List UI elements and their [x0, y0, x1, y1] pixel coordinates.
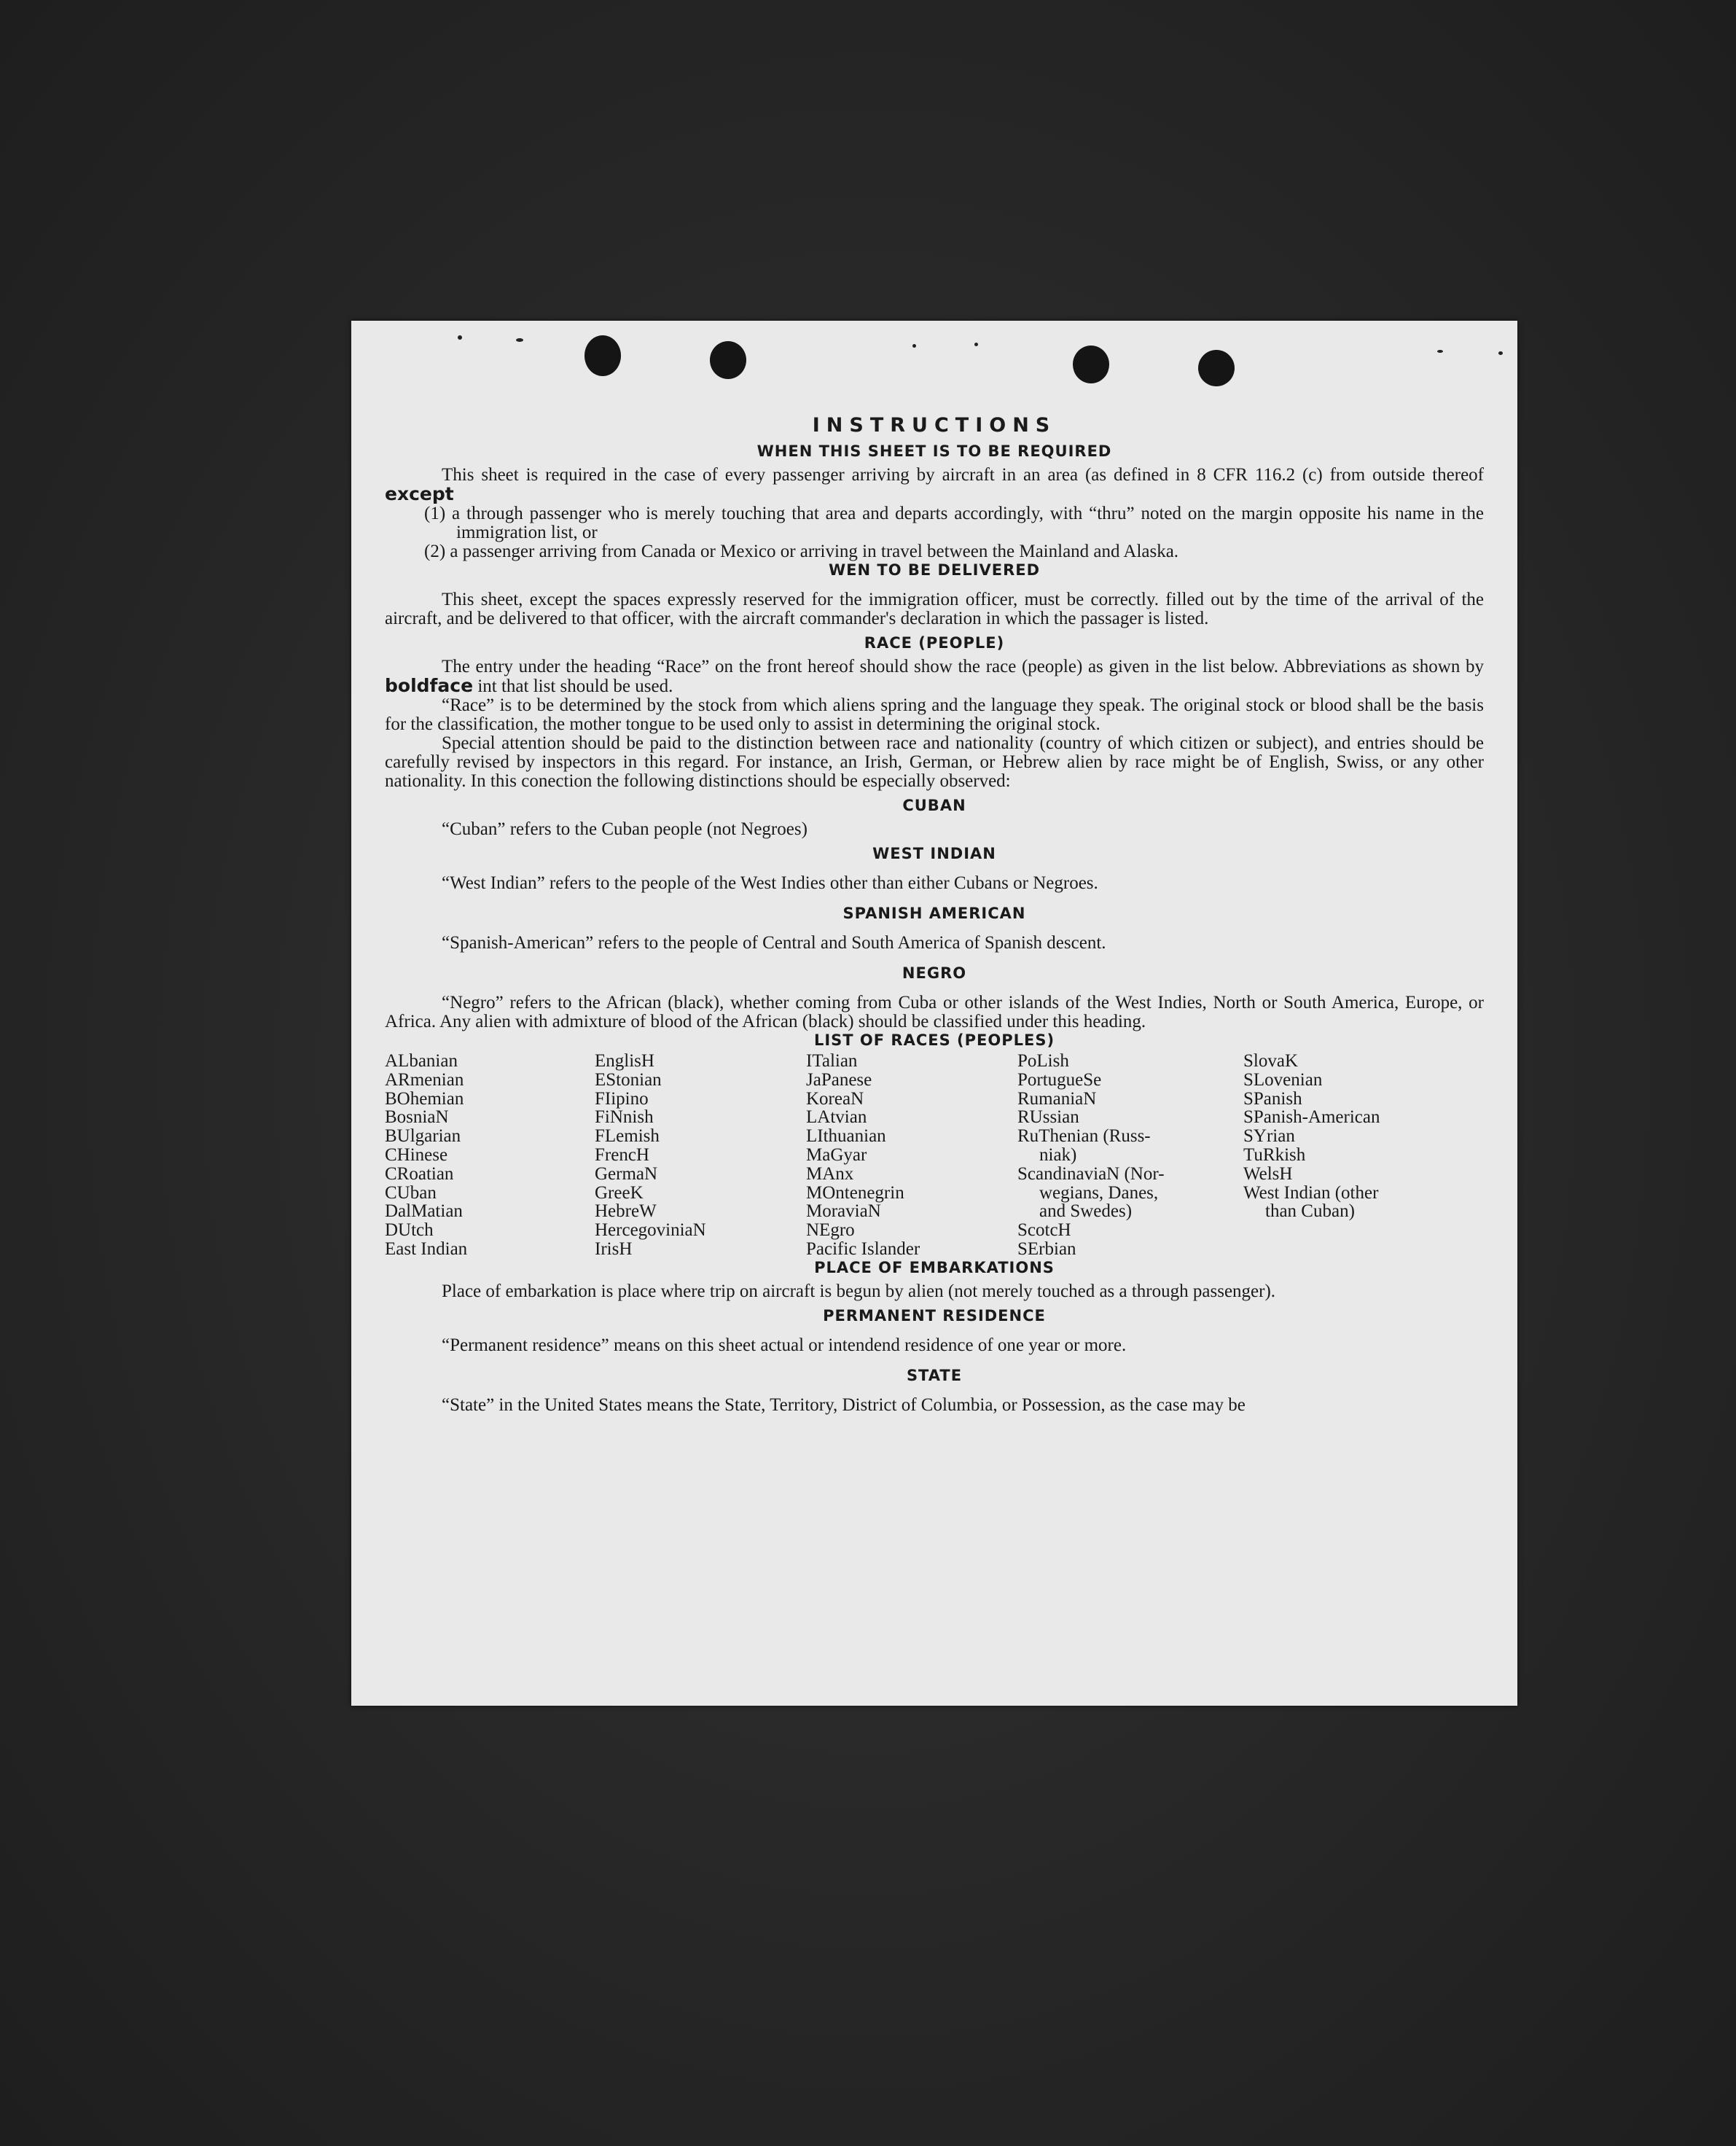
- race-entry: wegians, Danes,: [1039, 1182, 1159, 1203]
- race-entry: and Swedes): [1039, 1201, 1133, 1222]
- race-entry: ScandinaviaN (Nor-: [1017, 1163, 1165, 1184]
- race-entry: RUssian: [1017, 1107, 1079, 1128]
- races-column: [1017, 1052, 1243, 1259]
- paragraph: “Permanent residence” means on this sheet actual or intendend residence of one year or more.: [442, 1335, 1127, 1355]
- race-entry: ScotcH: [1017, 1220, 1071, 1241]
- race-entry: HebreW: [595, 1201, 657, 1222]
- punch-hole: [1198, 350, 1235, 386]
- race-entry: EnglisH: [595, 1051, 654, 1071]
- race-entry: IrisH: [595, 1238, 633, 1259]
- race-entry: SlovaK: [1243, 1051, 1298, 1071]
- race-entry: LAtvian: [806, 1107, 867, 1128]
- race-entry: KoreaN: [806, 1088, 864, 1109]
- race-entry: BOhemian: [385, 1088, 464, 1109]
- section-heading: PLACE OF EMBARKATIONS: [814, 1258, 1055, 1276]
- punch-hole: [710, 341, 746, 379]
- race-entry: ITalian: [806, 1051, 858, 1071]
- race-entry: SPanish-American: [1243, 1107, 1380, 1128]
- list-item: (2) a passenger arriving from Canada or Mexico or arriving in travel between the Mainland and Alaska.: [424, 542, 1179, 561]
- race-entry: ARmenian: [385, 1069, 464, 1090]
- paragraph: “State” in the United States means the State, Territory, District of Columbia, or Possession, as the case may be: [442, 1394, 1246, 1415]
- race-entry: DalMatian: [385, 1201, 463, 1222]
- race-entry: HercegoviniaN: [595, 1220, 706, 1241]
- race-entry: FIipino: [595, 1088, 649, 1109]
- speck: [458, 335, 462, 340]
- section-heading: STATE: [906, 1366, 963, 1384]
- race-entry: BosniaN: [385, 1107, 449, 1128]
- speck: [912, 344, 916, 348]
- document-page: [351, 321, 1517, 1706]
- punch-hole: [1073, 346, 1109, 383]
- race-entry: TuRkish: [1243, 1144, 1306, 1165]
- race-entry: niak): [1039, 1144, 1077, 1165]
- paragraph: “Race” is to be determined by the stock from which aliens spring and the language they speak. The original stock or blood shall be the basis for the classification, the mother tongue to be used only to assist in determining the original stock.: [385, 695, 1484, 734]
- section-heading: RACE (PEOPLE): [864, 634, 1005, 652]
- race-entry: JaPanese: [806, 1069, 872, 1090]
- section-heading: WHEN THIS SHEET IS TO BE REQUIRED: [756, 442, 1112, 460]
- race-entry: EStonian: [595, 1069, 662, 1090]
- list-item: (1) a through passenger who is merely touching that area and departs accordingly, with “thru” noted on the margin opposite his name in the immigration list, or: [424, 504, 1484, 542]
- instructions-content: [385, 414, 1484, 1415]
- race-entry: RuThenian (Russ-: [1017, 1126, 1151, 1147]
- race-entry: FrencH: [595, 1144, 649, 1165]
- race-entry: MAnx: [806, 1163, 854, 1184]
- race-entry: CUban: [385, 1182, 437, 1203]
- race-entry: MoraviaN: [806, 1201, 881, 1222]
- speck: [1437, 350, 1443, 353]
- race-entry: CRoatian: [385, 1163, 454, 1184]
- races-column: [1243, 1052, 1433, 1259]
- race-entry: GreeK: [595, 1182, 644, 1203]
- section-heading: CUBAN: [902, 797, 966, 814]
- race-entry: WelsH: [1243, 1163, 1293, 1184]
- races-column: [806, 1052, 1017, 1259]
- speck: [974, 343, 978, 346]
- race-entry: DUtch: [385, 1220, 434, 1241]
- section-heading: WEST INDIAN: [872, 845, 996, 862]
- paragraph: “Cuban” refers to the Cuban people (not Negroes): [442, 819, 808, 839]
- section-heading: PERMANENT RESIDENCE: [823, 1306, 1046, 1324]
- race-entry: SPanish: [1243, 1088, 1302, 1109]
- paragraph: This sheet is required in the case of every passenger arriving by aircraft in an area (as defined in 8 CFR 116.2 (c) from outside thereof except: [385, 465, 1484, 504]
- section-heading: SPANISH AMERICAN: [842, 905, 1026, 922]
- paragraph: Place of embarkation is place where trip on aircraft is begun by alien (not merely touched as a through passenger).: [442, 1281, 1276, 1301]
- page-title: INSTRUCTIONS: [812, 414, 1057, 437]
- punch-hole: [584, 335, 621, 376]
- race-entry: PoLish: [1017, 1051, 1069, 1071]
- races-column: [385, 1052, 595, 1259]
- section-heading: NEGRO: [902, 964, 967, 982]
- race-entry: than Cuban): [1265, 1201, 1355, 1222]
- race-entry: Pacific Islander: [806, 1238, 920, 1259]
- race-entry: MOntenegrin: [806, 1182, 904, 1203]
- race-entry: FLemish: [595, 1126, 660, 1147]
- race-entry: West Indian (other: [1243, 1182, 1379, 1203]
- section-heading: LIST OF RACES (PEOPLES): [813, 1031, 1055, 1049]
- paragraph: The entry under the heading “Race” on the front hereof should show the race (people) as given in the list below. Abbreviations as shown by boldface int that list should be used.: [385, 657, 1484, 696]
- race-entry: GermaN: [595, 1163, 658, 1184]
- race-entry: BUlgarian: [385, 1126, 461, 1147]
- paragraph: “West Indian” refers to the people of the West Indies other than either Cubans or Negroes.: [442, 873, 1098, 893]
- race-entry: LIthuanian: [806, 1126, 886, 1147]
- paragraph: Special attention should be paid to the distinction between race and nationality (country of which citizen or subject), and entries should be carefully revised by inspectors in this regard. For instance, an Irish, German, or Hebrew alien by race might be of English, Swiss, or any other nationality. In this conection the following distinctions should be especially observed:: [385, 733, 1484, 791]
- section-heading: WEN TO BE DELIVERED: [828, 561, 1041, 579]
- race-entry: East Indian: [385, 1238, 468, 1259]
- paragraph: This sheet, except the spaces expressly reserved for the immigration officer, must be correctly. filled out by the time of the arrival of the aircraft, and be delivered to that officer, with the aircraft commander's declaration in which the passager is listed.: [385, 590, 1484, 628]
- race-entry: FiNnish: [595, 1107, 654, 1128]
- race-entry: NEgro: [806, 1220, 855, 1241]
- race-entry: CHinese: [385, 1144, 448, 1165]
- speck: [1498, 351, 1503, 355]
- race-entry: PortugueSe: [1017, 1069, 1102, 1090]
- paragraph: “Spanish-American” refers to the people of Central and South America of Spanish descent.: [442, 933, 1106, 953]
- speck: [516, 338, 523, 342]
- races-column: [595, 1052, 806, 1259]
- race-entry: SErbian: [1017, 1238, 1076, 1259]
- races-list: [385, 1052, 1484, 1259]
- paragraph: “Negro” refers to the African (black), whether coming from Cuba or other islands of the West Indies, North or South America, Europe, or Africa. Any alien with admixture of blood of the African (black) should be classified under this heading.: [385, 993, 1484, 1031]
- race-entry: SLovenian: [1243, 1069, 1323, 1090]
- race-entry: RumaniaN: [1017, 1088, 1097, 1109]
- race-entry: MaGyar: [806, 1144, 867, 1165]
- race-entry: ALbanian: [385, 1051, 458, 1071]
- race-entry: SYrian: [1243, 1126, 1295, 1147]
